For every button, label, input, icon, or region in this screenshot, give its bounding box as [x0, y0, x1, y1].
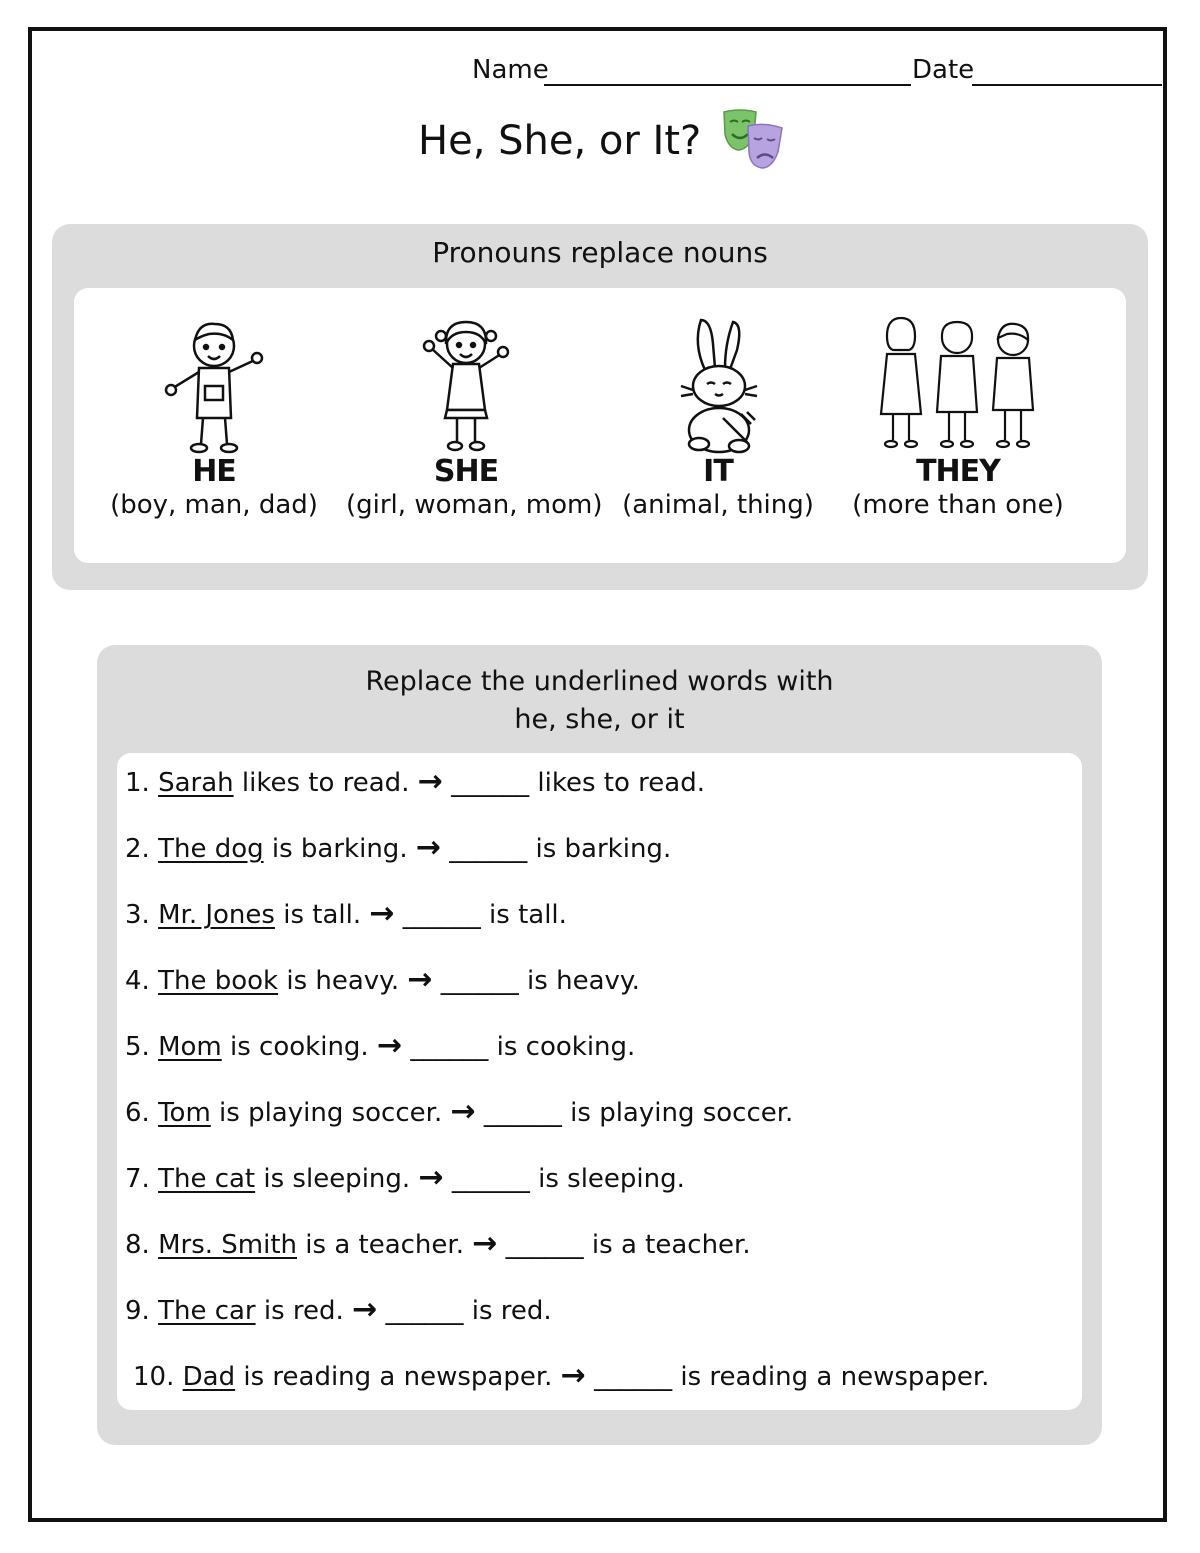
arrow-icon: → — [472, 1226, 498, 1261]
underlined-noun: The book — [158, 966, 279, 996]
question-number: 3. — [125, 900, 150, 930]
name-date-row — [472, 55, 1162, 87]
exercise-card — [117, 753, 1082, 1410]
pronouns-panel — [52, 224, 1148, 590]
bunny-icon — [663, 314, 773, 456]
exercise-heading — [97, 663, 1102, 739]
question-row — [125, 831, 671, 866]
arrow-icon: → — [407, 962, 433, 997]
arrow-icon: → — [376, 1028, 403, 1063]
arrow-icon: → — [369, 896, 395, 931]
answer-rest: is sleeping. — [529, 1164, 685, 1194]
sentence-rest: is playing soccer. — [210, 1098, 443, 1128]
arrow-icon: → — [418, 1160, 444, 1195]
pronoun-she — [346, 314, 603, 522]
pronoun-hint: (boy, man, dad) — [110, 490, 318, 520]
date-field[interactable] — [972, 84, 1162, 86]
sentence-rest: is a teacher. — [297, 1230, 464, 1260]
question-row — [133, 1359, 989, 1394]
answer-blank[interactable]: ______ — [451, 1164, 530, 1194]
underlined-noun: Dad — [182, 1362, 236, 1392]
question-number: 9. — [125, 1296, 150, 1326]
answer-rest: likes to read. — [529, 768, 705, 798]
question-number: 6. — [125, 1098, 150, 1128]
answer-blank[interactable]: ______ — [449, 834, 528, 864]
answer-rest: is playing soccer. — [561, 1098, 794, 1128]
answer-blank[interactable]: ______ — [483, 1098, 562, 1128]
answer-rest: is barking. — [527, 834, 672, 864]
question-row — [125, 1029, 635, 1064]
underlined-noun: Sarah — [158, 768, 234, 798]
underlined-noun: Mr. Jones — [158, 900, 275, 930]
question-row — [125, 963, 640, 998]
sentence-rest: is barking. — [263, 834, 408, 864]
underlined-noun: Tom — [158, 1098, 211, 1128]
girl-icon — [411, 314, 521, 456]
answer-rest: is tall. — [480, 900, 567, 930]
sentence-rest: likes to read. — [233, 768, 410, 798]
underlined-noun: Mom — [158, 1032, 222, 1062]
question-row — [125, 1293, 552, 1328]
underlined-noun: The dog — [158, 834, 264, 864]
question-row — [125, 1227, 751, 1262]
sentence-rest: is reading a newspaper. — [235, 1362, 553, 1392]
answer-blank[interactable]: ______ — [505, 1230, 584, 1260]
pronoun-hint: (girl, woman, mom) — [346, 490, 603, 520]
answer-rest: is cooking. — [488, 1032, 636, 1062]
page-title: He, She, or It? — [418, 118, 702, 164]
arrow-icon: → — [415, 830, 441, 865]
underlined-noun: The car — [158, 1296, 256, 1326]
pronouns-card — [74, 288, 1126, 563]
underlined-noun: Mrs. Smith — [158, 1230, 298, 1260]
sentence-rest: is red. — [255, 1296, 344, 1326]
theater-masks-icon — [718, 108, 788, 172]
answer-rest: is reading a newspaper. — [672, 1362, 990, 1392]
question-number: 10. — [133, 1362, 175, 1392]
question-number: 2. — [125, 834, 150, 864]
answer-blank[interactable]: ______ — [410, 1032, 489, 1062]
pronoun-he — [94, 314, 334, 522]
answer-rest: is red. — [463, 1296, 552, 1326]
question-row — [125, 1095, 793, 1130]
arrow-icon: → — [450, 1094, 476, 1129]
exercise-heading-line2: he, she, or it — [514, 704, 685, 735]
sentence-rest: is cooking. — [221, 1032, 369, 1062]
arrow-icon: → — [560, 1358, 586, 1393]
question-row — [125, 1161, 685, 1196]
question-number: 5. — [125, 1032, 150, 1062]
group-icon — [863, 314, 1053, 456]
sentence-rest: is heavy. — [278, 966, 400, 996]
answer-rest: is heavy. — [518, 966, 640, 996]
question-number: 8. — [125, 1230, 150, 1260]
question-number: 4. — [125, 966, 150, 996]
pronoun-hint: (animal, thing) — [622, 490, 814, 520]
question-row — [125, 897, 567, 932]
sentence-rest: is sleeping. — [255, 1164, 411, 1194]
underlined-noun: The cat — [158, 1164, 256, 1194]
arrow-icon: → — [352, 1292, 378, 1327]
question-number: 1. — [125, 768, 150, 798]
exercise-heading-line1: Replace the underlined words with — [365, 666, 834, 697]
question-row — [125, 765, 705, 800]
pronoun-word: IT — [703, 454, 733, 489]
name-label: Name — [472, 55, 549, 85]
pronoun-hint: (more than one) — [852, 490, 1064, 520]
arrow-icon: → — [417, 764, 443, 799]
answer-blank[interactable]: ______ — [402, 900, 481, 930]
pronoun-word: HE — [192, 454, 236, 489]
date-label: Date — [912, 55, 975, 85]
answer-rest: is a teacher. — [583, 1230, 751, 1260]
exercise-panel — [97, 645, 1102, 1445]
question-number: 7. — [125, 1164, 150, 1194]
boy-icon — [159, 314, 269, 456]
answer-blank[interactable]: ______ — [594, 1362, 673, 1392]
answer-blank[interactable]: ______ — [451, 768, 530, 798]
pronoun-word: SHE — [433, 454, 499, 489]
name-field[interactable] — [544, 84, 911, 86]
pronoun-it — [598, 314, 838, 522]
pronoun-word: THEY — [916, 454, 1000, 489]
answer-blank[interactable]: ______ — [440, 966, 519, 996]
pronoun-they — [838, 314, 1078, 522]
answer-blank[interactable]: ______ — [385, 1296, 464, 1326]
pronouns-heading: Pronouns replace nouns — [432, 236, 768, 269]
sentence-rest: is tall. — [274, 900, 362, 930]
